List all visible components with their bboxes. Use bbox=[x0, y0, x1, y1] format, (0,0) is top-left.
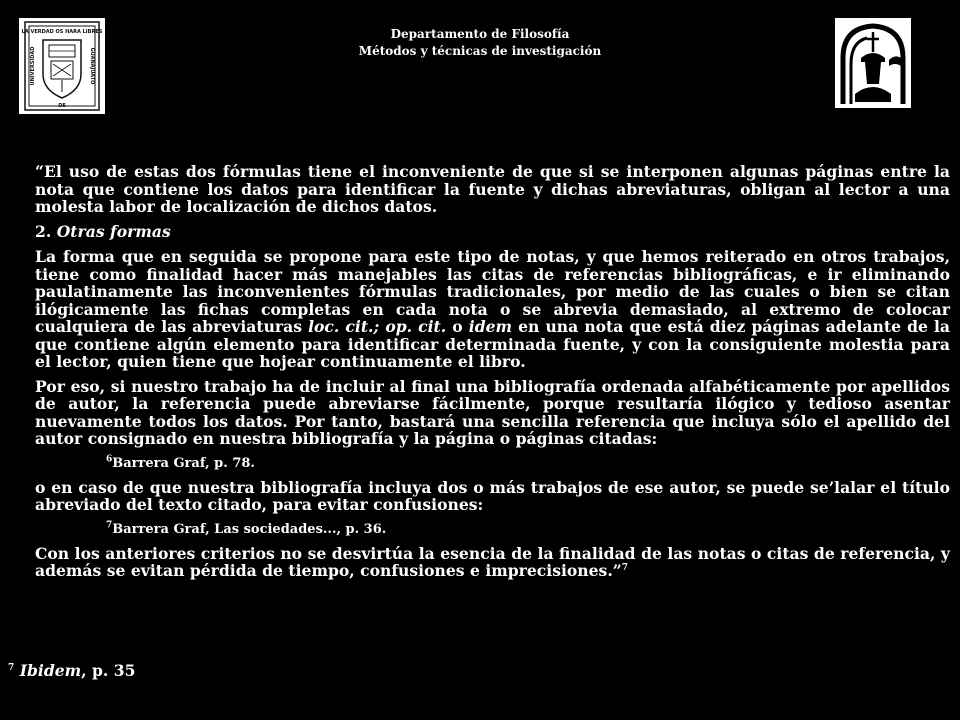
reference-1-number: 6 bbox=[106, 454, 113, 465]
reference-2 bbox=[106, 521, 950, 538]
footnote-number: 7 bbox=[8, 662, 15, 673]
section-heading bbox=[35, 223, 950, 241]
university-seal-logo bbox=[19, 18, 105, 114]
heading-number: 2. bbox=[35, 221, 52, 241]
slide-body bbox=[35, 163, 950, 587]
footnote-marker: 7 bbox=[621, 562, 629, 573]
reference-2-number: 7 bbox=[106, 520, 113, 531]
paragraph-2 bbox=[35, 248, 950, 371]
heading-text: Otras formas bbox=[56, 221, 171, 241]
reference-1 bbox=[106, 455, 950, 472]
abbreviation-idem: idem bbox=[468, 317, 513, 336]
paragraph-5 bbox=[35, 545, 950, 580]
footnote bbox=[8, 661, 135, 680]
seal-left-text: UNIVERSIDAD bbox=[30, 46, 36, 86]
paragraph-2-part-a: La forma que en seguida se propone para este tipo de notas, y que hemos reiterado en otros trabajos, tiene como finalidad hacer más manejables las citas de referencias bibliográficas, e ir eliminando paulatinamente las inconvenientes fórmulas tradicionales, por medio de las cuales o bien se citan ilógicamente las fichas completas en cada nota o se abrevia demasiado, al extremo de colocar cualquiera de las abreviaturas bbox=[35, 247, 950, 336]
reference-2-text: Barrera Graf, Las sociedades..., p. 36. bbox=[112, 521, 387, 537]
seal-right-text: GUANAJUATO bbox=[89, 47, 95, 85]
seal-bottom-text: DE bbox=[58, 103, 66, 109]
seal-top-text: LA VERDAD OS HARA LIBRES bbox=[21, 29, 103, 35]
paragraph-3: Por eso, si nuestro trabajo ha de incluir al final una bibliografía ordenada alfabéticamente por apellidos de autor, la referencia puede abreviarse fácilmente, porque resultaría ilógico y tedioso asentar nuevamente todos los datos. Por tanto, bastará una sencilla referencia que incluya sólo el apellido del autor consignado en nuestra bibliografía y la página o páginas citadas: bbox=[35, 376, 950, 448]
abbreviations-1: loc. cit.; op. cit. bbox=[308, 317, 447, 336]
paragraph-2-part-b: en una nota que está diez páginas adelante de la que contiene algún elemento para identificar determinada fuente, y con la consiguiente molestia para el lector, quien tiene que hojear continuamente el libro. bbox=[35, 317, 951, 371]
paragraph-5-text: Con los anteriores criterios no se desvirtúa la esencia de la finalidad de las notas o citas de referencia, y además se evitan pérdida de tiempo, confusiones e imprecisiones.” bbox=[35, 543, 950, 580]
department-title: Departamento de Filosofía bbox=[390, 27, 570, 41]
paragraph-1: “El uso de estas dos fórmulas tiene el inconveniente de que si se interponen algunas páginas entre la nota que contiene los datos para identificar la fuente y dichas abreviaturas, obligan al lector a una molesta labor de localización de dichos datos. bbox=[35, 162, 950, 216]
reference-1-text: Barrera Graf, p. 78. bbox=[112, 455, 255, 471]
or-word: o bbox=[452, 317, 463, 336]
course-title: Métodos y técnicas de investigación bbox=[358, 44, 602, 58]
paragraph-4: o en caso de que nuestra bibliografía incluya dos o más trabajos de ese autor, se puede se’lalar el título abreviado del texto citado, para evitar confusiones: bbox=[35, 477, 950, 514]
footnote-page: , p. 35 bbox=[81, 661, 136, 680]
slide-header bbox=[0, 26, 960, 60]
footnote-ibidem: Ibidem bbox=[19, 661, 82, 680]
chapel-logo bbox=[835, 18, 911, 108]
